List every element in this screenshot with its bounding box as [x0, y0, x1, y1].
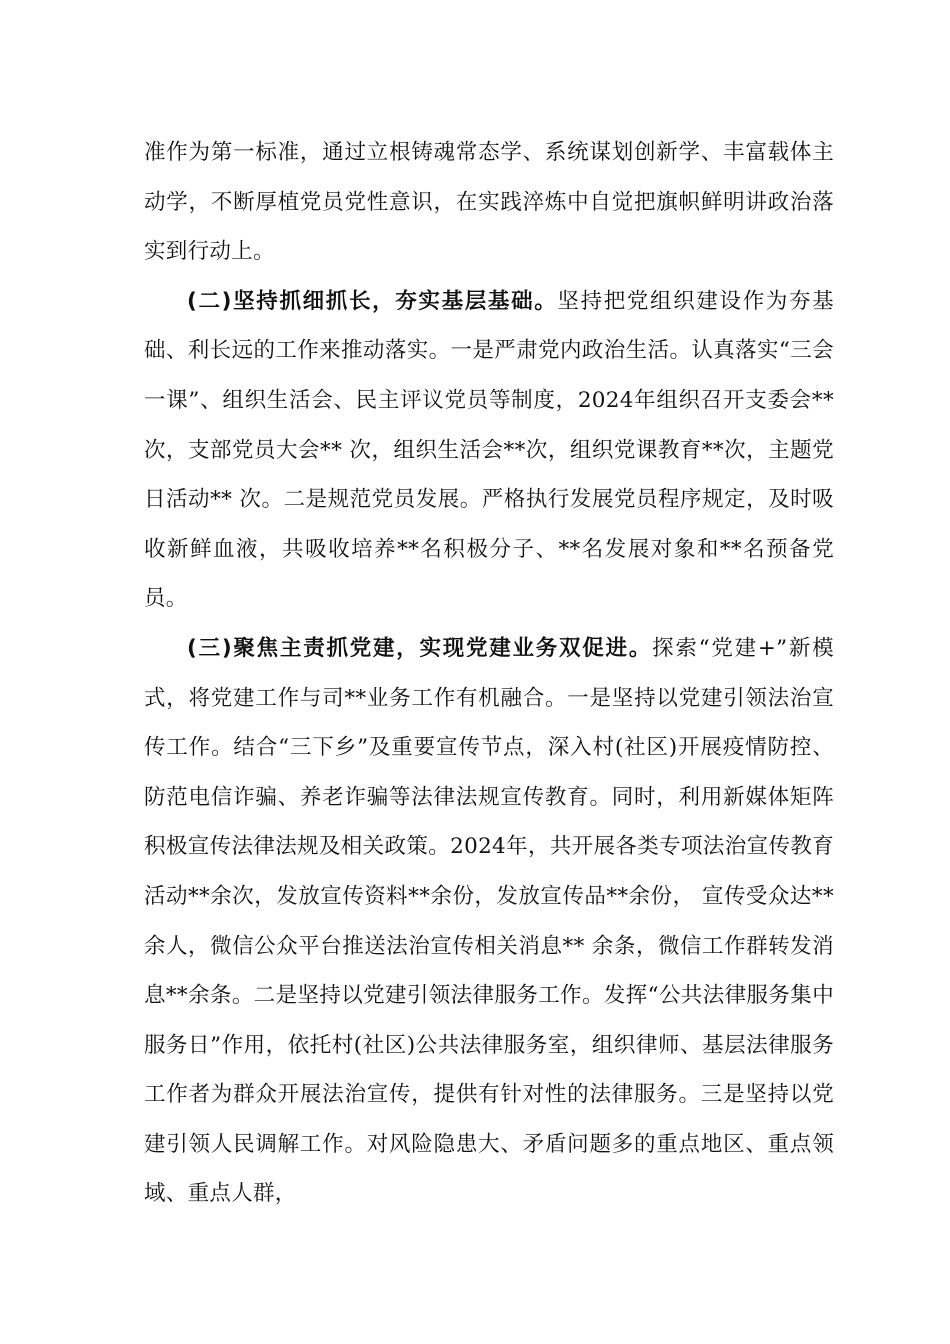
section-heading: (三)聚焦主责抓党建，实现党建业务双促进。 — [187, 635, 653, 661]
paragraph-text: 探索“党建+”新模式，将党建工作与司**业务工作有机融合。一是坚持以党建引领法治宣传工作。结合“三下乡”及重要宣传节点，深入村(社区)开展疫情防控、防范电信诈骗、养老诈骗等法律法规宣传教育。同时，利用新媒体矩阵积极宣传法律法规及相关政策。2024年，共开展各类专项法治宣传教育活动**余次，发放宣传资料**余份，发放宣传品**余份， 宣传受众达**余人，微信公众平台推送法治宣传相关消息** 余条，微信工作群转发消息**余条。二是坚持以党建引领法律服务工作。发挥“公共法律服务集中服务日”作用，依托村(社区)公共法律服务室，组织律师、基层法律服务工作者为群众开展法治宣传，提供有针对性的法律服务。三是坚持以党建引领人民调解工作。对风险隐患大、矛盾问题多的重点地区、重点领域、重点人群， — [144, 635, 834, 1207]
section-heading: (二)坚持抓细抓长，夯实基层基础。 — [187, 288, 558, 314]
paragraph-text: 准作为第一标准，通过立根铸魂常态学、系统谋划创新学、丰富载体主动学，不断厚植党员党性意识，在实践淬炼中自觉把旗帜鲜明讲政治落实到行动上。 — [144, 140, 834, 265]
paragraph-text: 坚持把党组织建设作为夯基础、利长远的工作来推动落实。一是严肃党内政治生活。认真落实“三会一课”、组织生活会、民主评议党员等制度，2024年组织召开支委会**次，支部党员大会** 次，组织生活会**次，组织党课教育**次，主题党日活动** 次。二是规范党员发展。严格执行发展党员程序规定，及时吸收新鲜血液，共吸收培养**名积极分子、**名发展对象和**名预备党员。 — [144, 288, 834, 612]
paragraph-section-3 — [144, 624, 834, 1219]
paragraph-section-2 — [144, 277, 834, 624]
paragraph-continuation — [144, 128, 834, 277]
document-body — [144, 128, 834, 1219]
